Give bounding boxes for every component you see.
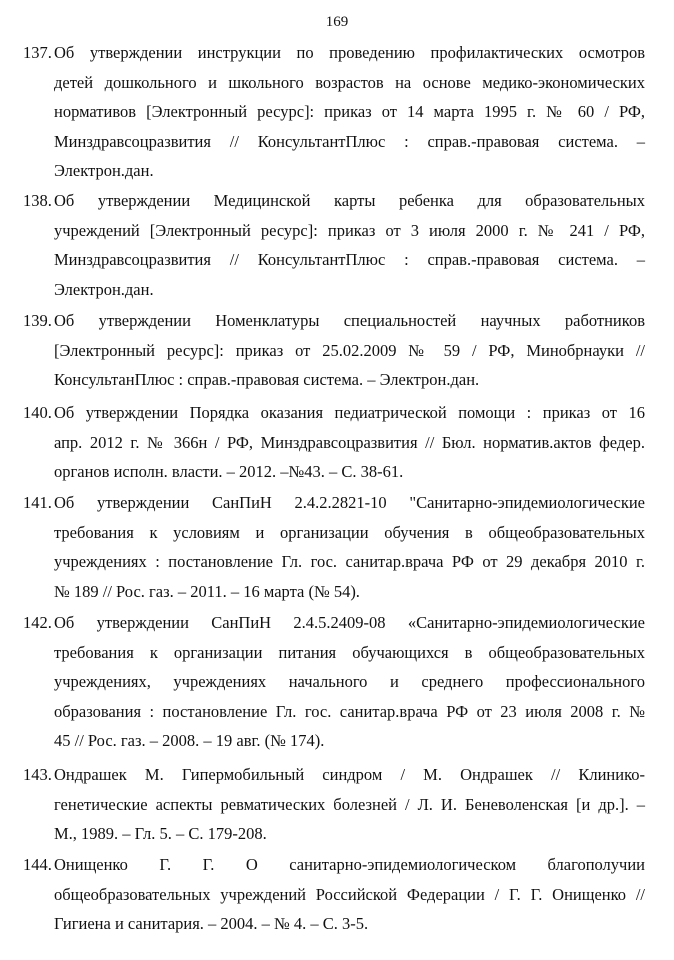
- reference-number: 138.: [23, 191, 52, 210]
- reference-line: [23, 336, 645, 366]
- reference-line: [23, 365, 645, 395]
- reference-number: 144.: [23, 855, 52, 874]
- reference-number: 142.: [23, 613, 52, 632]
- reference-entry: [23, 186, 645, 304]
- reference-text: Электрон.дан.: [54, 161, 154, 180]
- reference-line: [23, 428, 645, 458]
- reference-text: органов исполн. власти. – 2012. –№43. – С. 38-61.: [54, 462, 404, 481]
- reference-line: [23, 880, 645, 910]
- reference-entry: [23, 38, 645, 186]
- reference-text: учреждениях : постановление Гл. гос. санитар.врача РФ от 29 декабря 2010 г.: [54, 552, 645, 571]
- reference-line: [23, 850, 645, 880]
- reference-text: Ондрашек М. Гипермобильный синдром / М. Ондрашек // Клинико-: [54, 765, 645, 784]
- reference-line: [23, 577, 645, 607]
- reference-text: Об утверждении инструкции по проведению профилактических осмотров: [54, 43, 645, 62]
- reference-line: [23, 667, 645, 697]
- page-number: 169: [325, 14, 349, 30]
- reference-line: [23, 488, 645, 518]
- reference-entry: [23, 608, 645, 756]
- reference-line: [23, 909, 645, 939]
- reference-line: [23, 306, 645, 336]
- reference-text: генетические аспекты ревматических болезней / Л. И. Беневоленская [и др.]. –: [54, 794, 645, 814]
- reference-line: [23, 608, 645, 638]
- reference-text: требования к организации питания обучающихся в общеобразовательных: [54, 642, 645, 662]
- reference-line: [23, 726, 645, 756]
- reference-text: Об утверждении СанПиН 2.4.5.2409-08 «Санитарно-эпидемиологические: [54, 613, 645, 632]
- reference-text: образования : постановление Гл. гос. санитар.врача РФ от 23 июля 2008 г. №: [54, 701, 645, 721]
- reference-number: 137.: [23, 43, 52, 62]
- reference-line: [23, 216, 645, 246]
- reference-text: КонсультанПлюс : справ.-правовая система. – Электрон.дан.: [54, 370, 480, 389]
- reference-text: нормативов [Электронный ресурс]: приказ от 14 марта 1995 г. № 60 / РФ,: [54, 102, 645, 121]
- reference-text: Об утверждении СанПиН 2.4.2.2821-10 "Санитарно-эпидемиологические: [54, 493, 645, 512]
- reference-number: 141.: [23, 493, 52, 512]
- reference-text: общеобразовательных учреждений Российской Федерации / Г. Г. Онищенко //: [54, 884, 645, 904]
- reference-entry: [23, 850, 645, 939]
- reference-text: Об утверждении Медицинской карты ребенка для образовательных: [54, 191, 645, 210]
- reference-entry: [23, 398, 645, 487]
- reference-text: [Электронный ресурс]: приказ от 25.02.2009 № 59 / РФ, Минобрнауки //: [54, 340, 645, 360]
- reference-text: Минздравсоцразвития // КонсультантПлюс : справ.-правовая система. –: [54, 131, 645, 151]
- reference-entry: [23, 760, 645, 849]
- reference-line: [23, 638, 645, 668]
- reference-line: [23, 547, 645, 577]
- reference-text: 45 // Рос. газ. – 2008. – 19 авг. (№ 174).: [54, 731, 325, 750]
- reference-text: Гигиена и санитария. – 2004. – № 4. – С. 3-5.: [54, 914, 369, 933]
- reference-line: [23, 819, 645, 849]
- reference-text: № 189 // Рос. газ. – 2011. – 16 марта (№ 54).: [54, 581, 360, 601]
- reference-line: [23, 275, 645, 305]
- reference-text: Минздравсоцразвития // КонсультантПлюс : справ.-правовая система. –: [54, 250, 645, 269]
- reference-line: [23, 457, 645, 487]
- reference-line: [23, 68, 645, 98]
- reference-line: [23, 97, 645, 127]
- reference-number: 143.: [23, 765, 52, 784]
- reference-text: детей дошкольного и школьного возрастов на основе медико-экономических: [54, 72, 645, 92]
- reference-text: требования к условиям и организации обучения в общеобразовательных: [54, 522, 645, 542]
- reference-text: апр. 2012 г. № 366н / РФ, Минздравсоцразвития // Бюл. норматив.актов федер.: [54, 432, 645, 452]
- reference-entry: [23, 306, 645, 395]
- reference-text: М., 1989. – Гл. 5. – С. 179-208.: [54, 824, 267, 843]
- reference-line: [23, 760, 645, 790]
- reference-text: Об утверждении Порядка оказания педиатрической помощи : приказ от 16: [54, 403, 645, 422]
- reference-number: 139.: [23, 311, 52, 330]
- reference-entry: [23, 488, 645, 606]
- reference-line: [23, 697, 645, 727]
- reference-line: [23, 518, 645, 548]
- reference-text: Электрон.дан.: [54, 279, 154, 299]
- reference-line: [23, 790, 645, 820]
- reference-line: [23, 398, 645, 428]
- reference-line: [23, 245, 645, 275]
- reference-text: учреждениях, учреждениях начального и среднего профессионального: [54, 672, 645, 691]
- reference-line: [23, 156, 645, 186]
- reference-line: [23, 38, 645, 68]
- reference-text: учреждений [Электронный ресурс]: приказ от 3 июля 2000 г. № 241 / РФ,: [54, 220, 645, 240]
- reference-number: 140.: [23, 403, 52, 422]
- reference-line: [23, 127, 645, 157]
- reference-line: [23, 186, 645, 216]
- reference-text: Онищенко Г. Г. О санитарно-эпидемиологическом благополучии: [54, 855, 645, 874]
- reference-text: Об утверждении Номенклатуры специальностей научных работников: [54, 311, 645, 330]
